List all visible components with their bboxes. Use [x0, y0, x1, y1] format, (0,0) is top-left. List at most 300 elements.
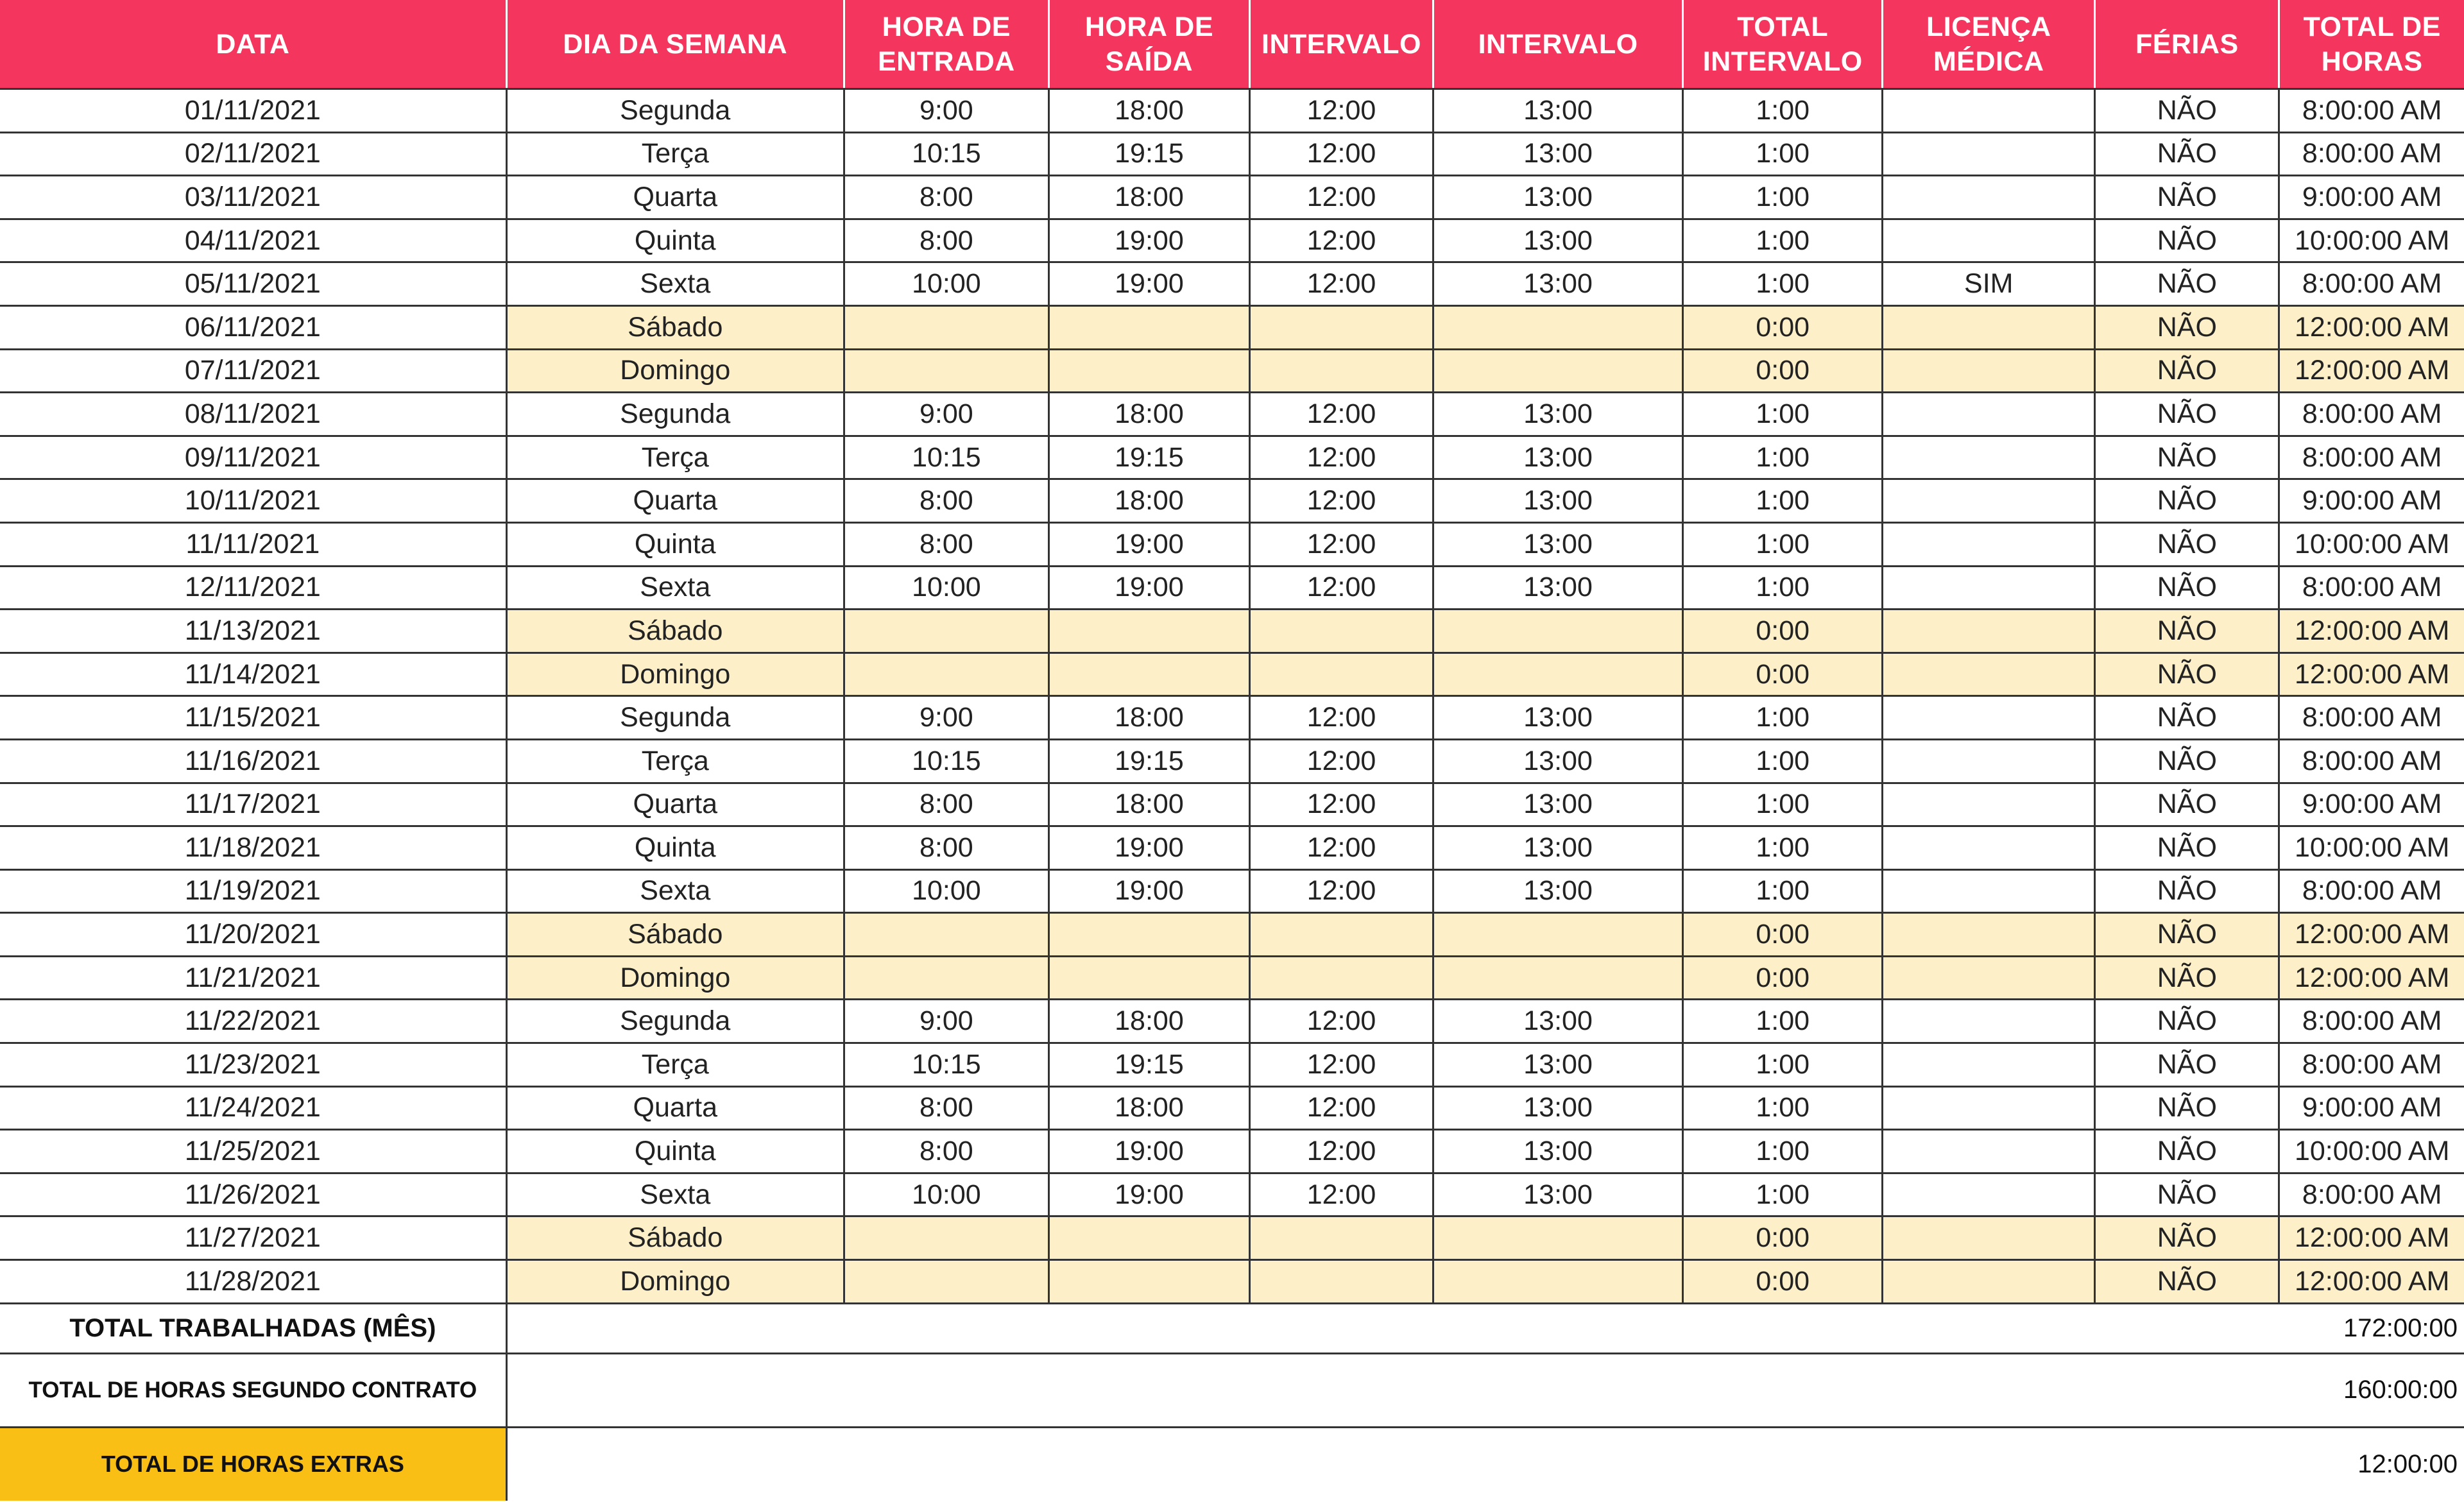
cell-intervalo-fim[interactable]: 13:00 — [1433, 219, 1683, 262]
cell-dia-da-semana[interactable]: Domingo — [506, 956, 844, 1000]
cell-total-intervalo[interactable]: 0:00 — [1683, 305, 1883, 349]
cell-intervalo-inicio[interactable]: 12:00 — [1249, 1000, 1433, 1043]
cell-intervalo-inicio[interactable]: 12:00 — [1249, 1086, 1433, 1130]
cell-licenca-medica[interactable] — [1883, 1000, 2095, 1043]
cell-total-de-horas[interactable]: 12:00:00 AM — [2279, 956, 2464, 1000]
cell-hora-de-saida[interactable]: 19:15 — [1048, 132, 1249, 176]
cell-licenca-medica[interactable] — [1883, 696, 2095, 740]
cell-hora-de-entrada[interactable]: 10:15 — [844, 132, 1048, 176]
cell-data[interactable]: 11/28/2021 — [0, 1260, 506, 1304]
cell-intervalo-fim[interactable]: 13:00 — [1433, 783, 1683, 826]
cell-ferias[interactable]: NÃO — [2095, 1173, 2279, 1216]
cell-total-intervalo[interactable]: 1:00 — [1683, 826, 1883, 870]
cell-dia-da-semana[interactable]: Sexta — [506, 1173, 844, 1216]
cell-data[interactable]: 11/16/2021 — [0, 739, 506, 783]
cell-intervalo-fim[interactable] — [1433, 913, 1683, 957]
cell-total-intervalo[interactable]: 1:00 — [1683, 436, 1883, 479]
cell-total-de-horas[interactable]: 12:00:00 AM — [2279, 305, 2464, 349]
cell-total-intervalo[interactable]: 0:00 — [1683, 349, 1883, 393]
cell-hora-de-saida[interactable]: 18:00 — [1048, 89, 1249, 133]
cell-hora-de-saida[interactable]: 18:00 — [1048, 1086, 1249, 1130]
cell-total-de-horas[interactable]: 10:00:00 AM — [2279, 826, 2464, 870]
cell-data[interactable]: 11/23/2021 — [0, 1043, 506, 1087]
cell-intervalo-fim[interactable] — [1433, 610, 1683, 653]
cell-total-de-horas[interactable]: 10:00:00 AM — [2279, 219, 2464, 262]
cell-total-de-horas[interactable]: 8:00:00 AM — [2279, 869, 2464, 913]
cell-hora-de-entrada[interactable]: 10:00 — [844, 262, 1048, 306]
cell-ferias[interactable]: NÃO — [2095, 305, 2279, 349]
cell-total-de-horas[interactable]: 8:00:00 AM — [2279, 566, 2464, 610]
cell-intervalo-fim[interactable]: 13:00 — [1433, 436, 1683, 479]
cell-dia-da-semana[interactable]: Terça — [506, 1043, 844, 1087]
cell-hora-de-saida[interactable]: 19:00 — [1048, 1130, 1249, 1173]
cell-intervalo-inicio[interactable]: 12:00 — [1249, 479, 1433, 523]
cell-total-intervalo[interactable]: 0:00 — [1683, 913, 1883, 957]
cell-data[interactable]: 03/11/2021 — [0, 176, 506, 219]
cell-data[interactable]: 11/20/2021 — [0, 913, 506, 957]
cell-dia-da-semana[interactable]: Quinta — [506, 522, 844, 566]
cell-hora-de-entrada[interactable]: 8:00 — [844, 826, 1048, 870]
cell-total-de-horas[interactable]: 8:00:00 AM — [2279, 1173, 2464, 1216]
cell-hora-de-entrada[interactable] — [844, 956, 1048, 1000]
cell-data[interactable]: 11/14/2021 — [0, 653, 506, 696]
cell-dia-da-semana[interactable]: Sexta — [506, 869, 844, 913]
cell-licenca-medica[interactable] — [1883, 305, 2095, 349]
cell-hora-de-saida[interactable] — [1048, 956, 1249, 1000]
cell-total-intervalo[interactable]: 1:00 — [1683, 1130, 1883, 1173]
cell-dia-da-semana[interactable]: Domingo — [506, 349, 844, 393]
cell-intervalo-fim[interactable]: 13:00 — [1433, 1043, 1683, 1087]
cell-hora-de-saida[interactable]: 18:00 — [1048, 176, 1249, 219]
cell-intervalo-inicio[interactable] — [1249, 305, 1433, 349]
cell-data[interactable]: 11/11/2021 — [0, 522, 506, 566]
cell-total-de-horas[interactable]: 8:00:00 AM — [2279, 262, 2464, 306]
cell-dia-da-semana[interactable]: Quarta — [506, 479, 844, 523]
cell-hora-de-saida[interactable]: 19:00 — [1048, 1173, 1249, 1216]
cell-licenca-medica[interactable] — [1883, 783, 2095, 826]
cell-intervalo-fim[interactable]: 13:00 — [1433, 1130, 1683, 1173]
cell-data[interactable]: 10/11/2021 — [0, 479, 506, 523]
cell-total-intervalo[interactable]: 1:00 — [1683, 522, 1883, 566]
cell-licenca-medica[interactable] — [1883, 1173, 2095, 1216]
cell-total-intervalo[interactable]: 1:00 — [1683, 176, 1883, 219]
cell-intervalo-fim[interactable]: 13:00 — [1433, 522, 1683, 566]
cell-licenca-medica[interactable] — [1883, 393, 2095, 436]
cell-intervalo-inicio[interactable] — [1249, 349, 1433, 393]
header-total-intervalo[interactable]: TOTAL INTERVALO — [1683, 0, 1883, 89]
cell-data[interactable]: 02/11/2021 — [0, 132, 506, 176]
cell-hora-de-entrada[interactable]: 8:00 — [844, 176, 1048, 219]
cell-licenca-medica[interactable] — [1883, 610, 2095, 653]
cell-total-intervalo[interactable]: 1:00 — [1683, 219, 1883, 262]
cell-total-de-horas[interactable]: 8:00:00 AM — [2279, 1043, 2464, 1087]
cell-intervalo-fim[interactable]: 13:00 — [1433, 696, 1683, 740]
cell-dia-da-semana[interactable]: Quinta — [506, 1130, 844, 1173]
cell-hora-de-entrada[interactable]: 10:00 — [844, 869, 1048, 913]
cell-intervalo-fim[interactable]: 13:00 — [1433, 869, 1683, 913]
cell-intervalo-inicio[interactable] — [1249, 1216, 1433, 1260]
cell-hora-de-saida[interactable] — [1048, 653, 1249, 696]
summary-row-worked — [0, 1303, 2464, 1353]
cell-total-intervalo[interactable]: 1:00 — [1683, 1173, 1883, 1216]
cell-intervalo-inicio[interactable]: 12:00 — [1249, 89, 1433, 133]
cell-licenca-medica[interactable] — [1883, 869, 2095, 913]
cell-intervalo-fim[interactable]: 13:00 — [1433, 1000, 1683, 1043]
cell-hora-de-entrada[interactable] — [844, 653, 1048, 696]
total-worked-label[interactable]: TOTAL TRABALHADAS (MÊS) — [0, 1303, 506, 1353]
cell-intervalo-fim[interactable]: 13:00 — [1433, 176, 1683, 219]
cell-intervalo-inicio[interactable]: 12:00 — [1249, 869, 1433, 913]
cell-total-intervalo[interactable]: 1:00 — [1683, 1000, 1883, 1043]
cell-total-intervalo[interactable]: 1:00 — [1683, 566, 1883, 610]
cell-intervalo-fim[interactable]: 13:00 — [1433, 479, 1683, 523]
header-intervalo-inicio[interactable]: INTERVALO — [1249, 0, 1433, 89]
cell-intervalo-inicio[interactable] — [1249, 1260, 1433, 1304]
cell-dia-da-semana[interactable]: Terça — [506, 436, 844, 479]
cell-hora-de-saida[interactable]: 18:00 — [1048, 1000, 1249, 1043]
cell-dia-da-semana[interactable]: Sexta — [506, 262, 844, 306]
cell-intervalo-inicio[interactable]: 12:00 — [1249, 393, 1433, 436]
cell-hora-de-saida[interactable]: 19:00 — [1048, 262, 1249, 306]
cell-intervalo-inicio[interactable]: 12:00 — [1249, 176, 1433, 219]
cell-hora-de-entrada[interactable]: 10:15 — [844, 1043, 1048, 1087]
cell-intervalo-inicio[interactable]: 12:00 — [1249, 219, 1433, 262]
cell-dia-da-semana[interactable]: Sábado — [506, 305, 844, 349]
cell-dia-da-semana[interactable]: Segunda — [506, 393, 844, 436]
cell-hora-de-entrada[interactable]: 9:00 — [844, 696, 1048, 740]
cell-ferias[interactable]: NÃO — [2095, 522, 2279, 566]
cell-data[interactable]: 11/15/2021 — [0, 696, 506, 740]
cell-dia-da-semana[interactable]: Terça — [506, 739, 844, 783]
cell-total-de-horas[interactable]: 9:00:00 AM — [2279, 176, 2464, 219]
cell-intervalo-fim[interactable] — [1433, 349, 1683, 393]
cell-intervalo-inicio[interactable]: 12:00 — [1249, 783, 1433, 826]
cell-total-intervalo[interactable]: 1:00 — [1683, 89, 1883, 133]
cell-intervalo-fim[interactable]: 13:00 — [1433, 132, 1683, 176]
cell-ferias[interactable]: NÃO — [2095, 436, 2279, 479]
cell-total-intervalo[interactable]: 0:00 — [1683, 610, 1883, 653]
header-dia-da-semana[interactable]: DIA DA SEMANA — [506, 0, 844, 89]
cell-dia-da-semana[interactable]: Sexta — [506, 566, 844, 610]
cell-ferias[interactable]: NÃO — [2095, 349, 2279, 393]
cell-ferias[interactable]: NÃO — [2095, 869, 2279, 913]
cell-hora-de-saida[interactable]: 18:00 — [1048, 696, 1249, 740]
cell-hora-de-saida[interactable]: 19:15 — [1048, 436, 1249, 479]
cell-data[interactable]: 11/17/2021 — [0, 783, 506, 826]
cell-intervalo-fim[interactable]: 13:00 — [1433, 1086, 1683, 1130]
cell-dia-da-semana[interactable]: Segunda — [506, 89, 844, 133]
cell-data[interactable]: 11/19/2021 — [0, 869, 506, 913]
cell-total-intervalo[interactable]: 1:00 — [1683, 393, 1883, 436]
cell-ferias[interactable]: NÃO — [2095, 132, 2279, 176]
header-licenca-medica[interactable]: LICENÇA MÉDICA — [1883, 0, 2095, 89]
cell-hora-de-entrada[interactable]: 9:00 — [844, 393, 1048, 436]
cell-ferias[interactable]: NÃO — [2095, 1000, 2279, 1043]
cell-hora-de-saida[interactable] — [1048, 610, 1249, 653]
cell-intervalo-fim[interactable] — [1433, 653, 1683, 696]
cell-licenca-medica[interactable] — [1883, 1130, 2095, 1173]
cell-intervalo-inicio[interactable]: 12:00 — [1249, 522, 1433, 566]
cell-total-intervalo[interactable]: 1:00 — [1683, 262, 1883, 306]
cell-hora-de-entrada[interactable]: 8:00 — [844, 479, 1048, 523]
cell-total-de-horas[interactable]: 8:00:00 AM — [2279, 436, 2464, 479]
cell-licenca-medica[interactable] — [1883, 436, 2095, 479]
header-hora-de-saida[interactable]: HORA DE SAÍDA — [1048, 0, 1249, 89]
header-ferias[interactable]: FÉRIAS — [2095, 0, 2279, 89]
cell-hora-de-saida[interactable] — [1048, 913, 1249, 957]
cell-ferias[interactable]: NÃO — [2095, 1130, 2279, 1173]
cell-hora-de-saida[interactable]: 19:00 — [1048, 869, 1249, 913]
cell-hora-de-saida[interactable] — [1048, 1216, 1249, 1260]
cell-ferias[interactable]: NÃO — [2095, 393, 2279, 436]
cell-dia-da-semana[interactable]: Segunda — [506, 696, 844, 740]
cell-ferias[interactable]: NÃO — [2095, 176, 2279, 219]
cell-hora-de-entrada[interactable]: 9:00 — [844, 89, 1048, 133]
cell-total-de-horas[interactable]: 8:00:00 AM — [2279, 696, 2464, 740]
cell-intervalo-fim[interactable]: 13:00 — [1433, 89, 1683, 133]
cell-data[interactable]: 09/11/2021 — [0, 436, 506, 479]
cell-dia-da-semana[interactable]: Quarta — [506, 783, 844, 826]
cell-ferias[interactable]: NÃO — [2095, 826, 2279, 870]
cell-intervalo-inicio[interactable] — [1249, 913, 1433, 957]
cell-data[interactable]: 12/11/2021 — [0, 566, 506, 610]
cell-intervalo-fim[interactable]: 13:00 — [1433, 566, 1683, 610]
cell-ferias[interactable]: NÃO — [2095, 566, 2279, 610]
cell-total-de-horas[interactable]: 12:00:00 AM — [2279, 653, 2464, 696]
cell-hora-de-saida[interactable] — [1048, 1260, 1249, 1304]
cell-intervalo-inicio[interactable]: 12:00 — [1249, 1130, 1433, 1173]
cell-hora-de-entrada[interactable]: 8:00 — [844, 783, 1048, 826]
cell-ferias[interactable]: NÃO — [2095, 783, 2279, 826]
cell-hora-de-saida[interactable] — [1048, 305, 1249, 349]
cell-total-de-horas[interactable]: 12:00:00 AM — [2279, 349, 2464, 393]
cell-total-de-horas[interactable]: 9:00:00 AM — [2279, 479, 2464, 523]
cell-data[interactable]: 11/21/2021 — [0, 956, 506, 1000]
cell-licenca-medica[interactable] — [1883, 479, 2095, 523]
cell-ferias[interactable]: NÃO — [2095, 89, 2279, 133]
cell-dia-da-semana[interactable]: Quarta — [506, 176, 844, 219]
cell-ferias[interactable]: NÃO — [2095, 219, 2279, 262]
cell-licenca-medica[interactable]: SIM — [1883, 262, 2095, 306]
cell-hora-de-saida[interactable]: 19:00 — [1048, 522, 1249, 566]
cell-hora-de-entrada[interactable]: 8:00 — [844, 1086, 1048, 1130]
total-worked-value[interactable]: 172:00:00 — [506, 1303, 2464, 1353]
total-contract-label[interactable]: TOTAL DE HORAS SEGUNDO CONTRATO — [0, 1353, 506, 1427]
cell-ferias[interactable]: NÃO — [2095, 913, 2279, 957]
cell-hora-de-saida[interactable]: 19:00 — [1048, 826, 1249, 870]
cell-data[interactable]: 11/22/2021 — [0, 1000, 506, 1043]
cell-hora-de-saida[interactable]: 19:00 — [1048, 566, 1249, 610]
cell-data[interactable]: 05/11/2021 — [0, 262, 506, 306]
cell-licenca-medica[interactable] — [1883, 1260, 2095, 1304]
cell-hora-de-entrada[interactable] — [844, 913, 1048, 957]
cell-total-de-horas[interactable]: 12:00:00 AM — [2279, 1260, 2464, 1304]
table-row — [0, 869, 2464, 913]
cell-hora-de-entrada[interactable] — [844, 1260, 1048, 1304]
cell-total-intervalo[interactable]: 1:00 — [1683, 869, 1883, 913]
cell-ferias[interactable]: NÃO — [2095, 1260, 2279, 1304]
cell-intervalo-inicio[interactable] — [1249, 653, 1433, 696]
cell-hora-de-saida[interactable]: 19:15 — [1048, 739, 1249, 783]
cell-dia-da-semana[interactable]: Sábado — [506, 610, 844, 653]
cell-total-intervalo[interactable]: 1:00 — [1683, 696, 1883, 740]
cell-total-intervalo[interactable]: 1:00 — [1683, 783, 1883, 826]
cell-dia-da-semana[interactable]: Domingo — [506, 1260, 844, 1304]
cell-total-intervalo[interactable]: 0:00 — [1683, 1216, 1883, 1260]
header-total-de-horas[interactable]: TOTAL DE HORAS — [2279, 0, 2464, 89]
cell-hora-de-entrada[interactable]: 10:00 — [844, 1173, 1048, 1216]
cell-licenca-medica[interactable] — [1883, 349, 2095, 393]
cell-intervalo-inicio[interactable]: 12:00 — [1249, 826, 1433, 870]
header-hora-de-entrada[interactable]: HORA DE ENTRADA — [844, 0, 1048, 89]
total-extra-value[interactable]: 12:00:00 — [2357, 1449, 2458, 1478]
cell-total-de-horas[interactable]: 9:00:00 AM — [2279, 1086, 2464, 1130]
cell-hora-de-entrada[interactable]: 8:00 — [844, 522, 1048, 566]
cell-intervalo-fim[interactable] — [1433, 956, 1683, 1000]
cell-hora-de-entrada[interactable]: 8:00 — [844, 1130, 1048, 1173]
cell-total-de-horas[interactable]: 8:00:00 AM — [2279, 1000, 2464, 1043]
cell-hora-de-entrada[interactable]: 10:15 — [844, 436, 1048, 479]
cell-dia-da-semana[interactable]: Domingo — [506, 653, 844, 696]
cell-dia-da-semana[interactable]: Terça — [506, 132, 844, 176]
cell-hora-de-entrada[interactable]: 10:00 — [844, 566, 1048, 610]
header-data[interactable]: DATA — [0, 0, 506, 89]
total-extra-label[interactable]: TOTAL DE HORAS EXTRAS — [0, 1427, 506, 1501]
cell-dia-da-semana[interactable]: Quinta — [506, 219, 844, 262]
table-row — [0, 566, 2464, 610]
cell-intervalo-inicio[interactable]: 12:00 — [1249, 436, 1433, 479]
cell-total-de-horas[interactable]: 12:00:00 AM — [2279, 913, 2464, 957]
cell-licenca-medica[interactable] — [1883, 826, 2095, 870]
cell-intervalo-inicio[interactable]: 12:00 — [1249, 696, 1433, 740]
cell-intervalo-inicio[interactable]: 12:00 — [1249, 262, 1433, 306]
cell-intervalo-inicio[interactable]: 12:00 — [1249, 1173, 1433, 1216]
cell-total-de-horas[interactable]: 10:00:00 AM — [2279, 1130, 2464, 1173]
cell-ferias[interactable]: NÃO — [2095, 696, 2279, 740]
cell-hora-de-entrada[interactable] — [844, 305, 1048, 349]
cell-total-de-horas[interactable]: 8:00:00 AM — [2279, 393, 2464, 436]
cell-hora-de-entrada[interactable]: 10:15 — [844, 739, 1048, 783]
cell-ferias[interactable]: NÃO — [2095, 739, 2279, 783]
cell-licenca-medica[interactable] — [1883, 653, 2095, 696]
cell-intervalo-fim[interactable]: 13:00 — [1433, 393, 1683, 436]
cell-dia-da-semana[interactable]: Quarta — [506, 1086, 844, 1130]
cell-data[interactable]: 11/26/2021 — [0, 1173, 506, 1216]
cell-licenca-medica[interactable] — [1883, 913, 2095, 957]
cell-intervalo-fim[interactable]: 13:00 — [1433, 262, 1683, 306]
cell-data[interactable]: 11/13/2021 — [0, 610, 506, 653]
cell-licenca-medica[interactable] — [1883, 176, 2095, 219]
cell-hora-de-entrada[interactable]: 9:00 — [844, 1000, 1048, 1043]
cell-total-intervalo[interactable]: 1:00 — [1683, 1043, 1883, 1087]
cell-intervalo-fim[interactable]: 13:00 — [1433, 1173, 1683, 1216]
cell-data[interactable]: 11/18/2021 — [0, 826, 506, 870]
header-intervalo-fim[interactable]: INTERVALO — [1433, 0, 1683, 89]
cell-hora-de-entrada[interactable] — [844, 610, 1048, 653]
cell-licenca-medica[interactable] — [1883, 1216, 2095, 1260]
cell-intervalo-inicio[interactable]: 12:00 — [1249, 1043, 1433, 1087]
cell-licenca-medica[interactable] — [1883, 89, 2095, 133]
cell-total-intervalo[interactable]: 0:00 — [1683, 956, 1883, 1000]
cell-intervalo-inicio[interactable]: 12:00 — [1249, 739, 1433, 783]
cell-total-de-horas[interactable]: 12:00:00 AM — [2279, 1216, 2464, 1260]
cell-ferias[interactable]: NÃO — [2095, 956, 2279, 1000]
cell-hora-de-saida[interactable]: 18:00 — [1048, 783, 1249, 826]
cell-ferias[interactable]: NÃO — [2095, 1086, 2279, 1130]
cell-hora-de-saida[interactable]: 18:00 — [1048, 479, 1249, 523]
cell-data[interactable]: 08/11/2021 — [0, 393, 506, 436]
cell-data[interactable]: 06/11/2021 — [0, 305, 506, 349]
cell-total-de-horas[interactable]: 10:00:00 AM — [2279, 522, 2464, 566]
cell-hora-de-saida[interactable]: 19:15 — [1048, 1043, 1249, 1087]
table-row — [0, 956, 2464, 1000]
cell-ferias[interactable]: NÃO — [2095, 1216, 2279, 1260]
cell-total-intervalo[interactable]: 1:00 — [1683, 479, 1883, 523]
cell-intervalo-inicio[interactable]: 12:00 — [1249, 566, 1433, 610]
cell-intervalo-inicio[interactable] — [1249, 956, 1433, 1000]
cell-data[interactable]: 01/11/2021 — [0, 89, 506, 133]
cell-licenca-medica[interactable] — [1883, 1086, 2095, 1130]
cell-ferias[interactable]: NÃO — [2095, 610, 2279, 653]
cell-total-de-horas[interactable]: 12:00:00 AM — [2279, 610, 2464, 653]
cell-ferias[interactable]: NÃO — [2095, 653, 2279, 696]
cell-hora-de-entrada[interactable]: 8:00 — [844, 219, 1048, 262]
cell-total-intervalo[interactable]: 1:00 — [1683, 739, 1883, 783]
cell-intervalo-inicio[interactable]: 12:00 — [1249, 132, 1433, 176]
cell-licenca-medica[interactable] — [1883, 566, 2095, 610]
cell-intervalo-fim[interactable] — [1433, 1260, 1683, 1304]
cell-hora-de-entrada[interactable] — [844, 1216, 1048, 1260]
cell-total-intervalo[interactable]: 0:00 — [1683, 1260, 1883, 1304]
cell-licenca-medica[interactable] — [1883, 522, 2095, 566]
cell-intervalo-fim[interactable]: 13:00 — [1433, 739, 1683, 783]
cell-data[interactable]: 11/25/2021 — [0, 1130, 506, 1173]
cell-dia-da-semana[interactable]: Sábado — [506, 913, 844, 957]
cell-data[interactable]: 07/11/2021 — [0, 349, 506, 393]
cell-hora-de-saida[interactable]: 19:00 — [1048, 219, 1249, 262]
cell-intervalo-fim[interactable] — [1433, 1216, 1683, 1260]
cell-ferias[interactable]: NÃO — [2095, 262, 2279, 306]
cell-hora-de-entrada[interactable] — [844, 349, 1048, 393]
cell-licenca-medica[interactable] — [1883, 132, 2095, 176]
cell-licenca-medica[interactable] — [1883, 956, 2095, 1000]
cell-licenca-medica[interactable] — [1883, 1043, 2095, 1087]
cell-dia-da-semana[interactable]: Segunda — [506, 1000, 844, 1043]
cell-total-de-horas[interactable]: 8:00:00 AM — [2279, 739, 2464, 783]
cell-ferias[interactable]: NÃO — [2095, 479, 2279, 523]
cell-total-intervalo[interactable]: 0:00 — [1683, 653, 1883, 696]
cell-licenca-medica[interactable] — [1883, 739, 2095, 783]
cell-intervalo-inicio[interactable] — [1249, 610, 1433, 653]
cell-data[interactable]: 04/11/2021 — [0, 219, 506, 262]
cell-dia-da-semana[interactable]: Sábado — [506, 1216, 844, 1260]
cell-total-de-horas[interactable]: 8:00:00 AM — [2279, 132, 2464, 176]
cell-hora-de-saida[interactable]: 18:00 — [1048, 393, 1249, 436]
cell-ferias[interactable]: NÃO — [2095, 1043, 2279, 1087]
cell-total-de-horas[interactable]: 8:00:00 AM — [2279, 89, 2464, 133]
cell-licenca-medica[interactable] — [1883, 219, 2095, 262]
cell-total-intervalo[interactable]: 1:00 — [1683, 132, 1883, 176]
cell-total-de-horas[interactable]: 9:00:00 AM — [2279, 783, 2464, 826]
cell-hora-de-saida[interactable] — [1048, 349, 1249, 393]
cell-total-intervalo[interactable]: 1:00 — [1683, 1086, 1883, 1130]
cell-dia-da-semana[interactable]: Quinta — [506, 826, 844, 870]
total-contract-value[interactable]: 160:00:00 — [506, 1353, 2464, 1427]
cell-data[interactable]: 11/24/2021 — [0, 1086, 506, 1130]
cell-intervalo-fim[interactable] — [1433, 305, 1683, 349]
cell-intervalo-fim[interactable]: 13:00 — [1433, 826, 1683, 870]
cell-data[interactable]: 11/27/2021 — [0, 1216, 506, 1260]
